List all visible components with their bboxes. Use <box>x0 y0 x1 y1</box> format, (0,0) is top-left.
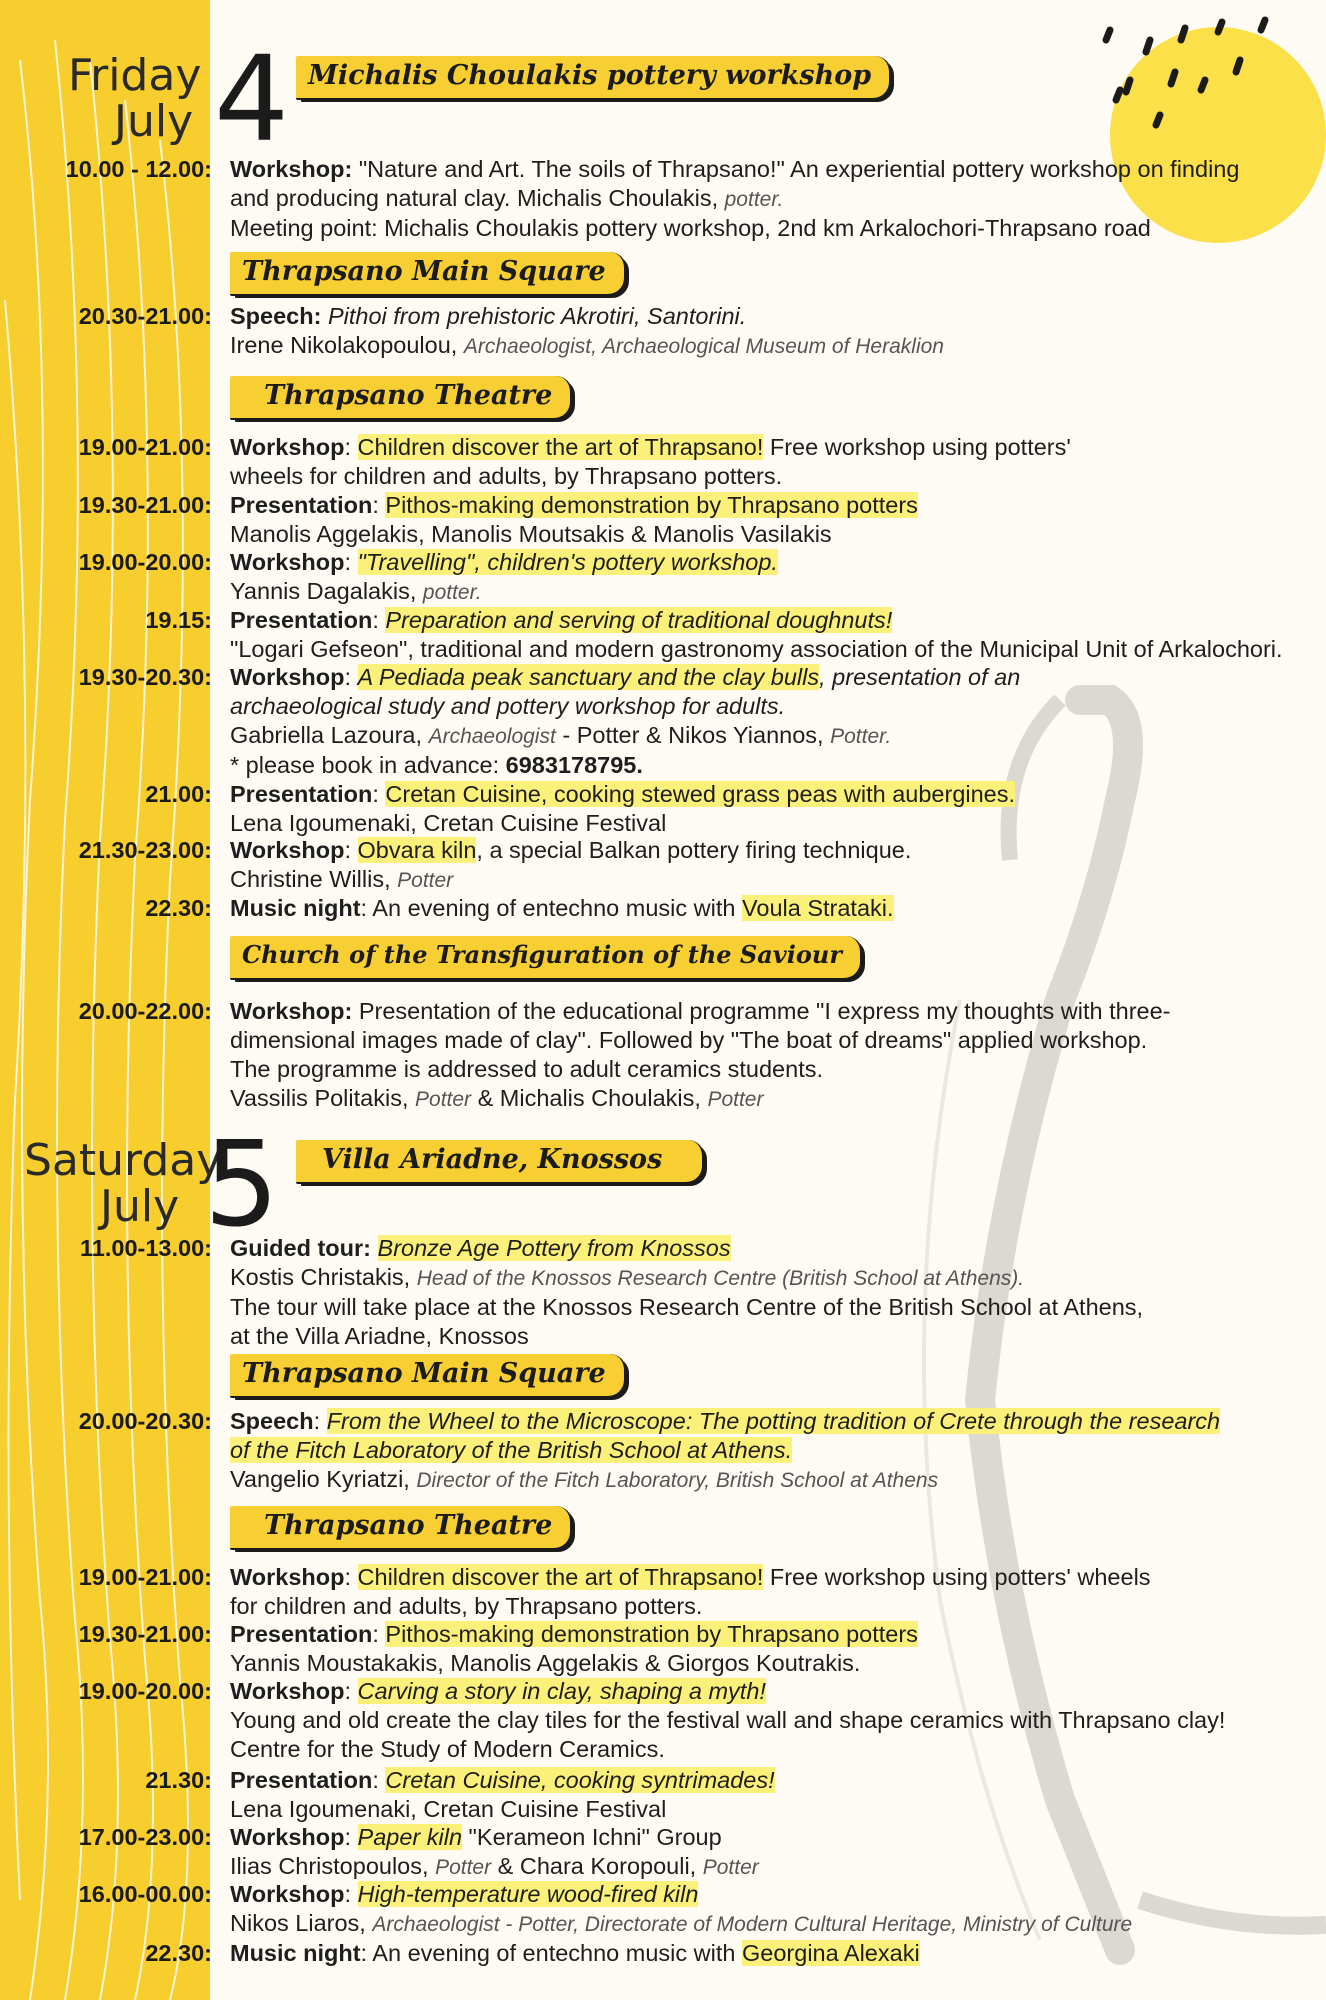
event-type: Presentation <box>230 1767 373 1793</box>
day-weekday: Saturday <box>24 1135 223 1186</box>
event-person: - Potter & Nikos Yiannos, <box>555 722 831 748</box>
event-person: Lena Igoumenaki, Cretan Cuisine Festival <box>230 810 667 836</box>
event-title: Paper kiln <box>357 1824 463 1850</box>
event-person: Christine Willis, <box>230 866 398 892</box>
event-description: "Logari Gefseon", traditional and modern gastronomy association of the Municipal Unit of Arkalochori. <box>230 636 1283 662</box>
event-title: Voula Strataki. <box>742 895 894 921</box>
event-time: 20.30-21.00: <box>78 303 212 329</box>
event-type: Workshop <box>230 664 345 690</box>
event-description: The programme is addressed to adult ceramics students. <box>230 1056 823 1082</box>
event-type: Speech: <box>230 303 322 329</box>
event-description: Young and old create the clay tiles for the festival wall and shape ceramics with Thrapsano clay! <box>230 1707 1226 1733</box>
event-type: Workshop <box>230 1564 345 1590</box>
event-description: : An evening of entechno music with <box>360 895 742 921</box>
event-title: Pithoi from prehistoric Akrotiri, Santorini. <box>327 303 747 329</box>
event-title: Children discover the art of Thrapsano! <box>357 1564 764 1590</box>
event-title: Children discover the art of Thrapsano! <box>357 434 764 460</box>
event-title: Pithos-making demonstration by Thrapsano potters <box>385 1621 918 1647</box>
person-role: Director of the Fitch Laboratory, British School at Athens <box>416 1469 939 1492</box>
event-time: 22.30: <box>145 1940 212 1966</box>
event-time: 19.30-20.30: <box>78 664 212 690</box>
event-description: The tour will take place at the Knossos Research Centre of the British School at Athens, <box>230 1294 1144 1320</box>
event-person: Manolis Aggelakis, Manolis Moutsakis & Manolis Vasilakis <box>230 521 832 547</box>
event-time: 16.00-00.00: <box>78 1881 212 1907</box>
event-person: Nikos Liaros, <box>230 1910 373 1936</box>
event-type: Workshop <box>230 1881 345 1907</box>
event-title: Obvara kiln <box>357 837 477 863</box>
event-time: 19.30-21.00: <box>78 492 212 518</box>
event-description: : An evening of entechno music with <box>360 1940 742 1966</box>
event-time: 21.00: <box>145 781 212 807</box>
event-type: Guided tour: <box>230 1235 371 1261</box>
day-month: July <box>114 96 194 147</box>
venue-label: Thrapsano Theatre <box>230 376 572 420</box>
event-title: Bronze Age Pottery from Knossos <box>377 1235 731 1261</box>
event-person: Vassilis Politakis, <box>230 1085 416 1111</box>
person-role: potter. <box>724 188 784 211</box>
event-type: Presentation <box>230 607 373 633</box>
person-role: Potter <box>702 1856 759 1879</box>
event-description: wheels for children and adults, by Thrapsano potters. <box>230 463 783 489</box>
event-title: High-temperature wood-fired kiln <box>357 1881 699 1907</box>
event-title: of the Fitch Laboratory of the British School at Athens. <box>230 1437 793 1463</box>
event-title: "Travelling", children's pottery workshop. <box>357 549 778 575</box>
day-number: 4 <box>214 30 290 168</box>
event-title: A Pediada peak sanctuary and the clay bulls <box>357 664 820 690</box>
event-person: Yannis Moustakakis, Manolis Aggelakis & Giorgos Koutrakis. <box>230 1650 861 1676</box>
event-person: Yannis Dagalakis, <box>230 578 423 604</box>
event-description: Free workshop using potters' wheels <box>763 1564 1151 1590</box>
event-type: Workshop <box>230 1824 345 1850</box>
event-description: "Nature and Art. The soils of Thrapsano!" An experiential pottery workshop on finding <box>352 156 1240 182</box>
event-description: and producing natural clay. Michalis Choulakis, <box>230 185 725 211</box>
day-weekday: Friday <box>68 50 202 101</box>
venue-label: Villa Ariadne, Knossos <box>296 1140 704 1184</box>
event-title: Cretan Cuisine, cooking stewed grass peas with aubergines. <box>385 781 1016 807</box>
person-role: Archaeologist - Potter, Directorate of Modern Cultural Heritage, Ministry of Culture <box>372 1913 1133 1936</box>
event-time: 19.15: <box>145 607 212 633</box>
event-type: Workshop: <box>230 998 353 1024</box>
event-description: dimensional images made of clay". Followed by "The boat of dreams" applied workshop. <box>230 1027 1148 1053</box>
event-time: 19.00-21.00: <box>78 434 212 460</box>
event-title: From the Wheel to the Microscope: The potting tradition of Crete through the research <box>326 1408 1221 1434</box>
event-time: 19.00-20.00: <box>78 549 212 575</box>
booking-phone: 6983178795. <box>505 752 643 778</box>
day-number: 5 <box>204 1115 280 1253</box>
person-role: Potter <box>397 869 454 892</box>
event-description: for children and adults, by Thrapsano potters. <box>230 1593 703 1619</box>
event-title: Cretan Cuisine, cooking syntrimades! <box>385 1767 775 1793</box>
event-type: Workshop <box>230 1678 345 1704</box>
event-description: archaeological study and pottery workshop for adults. <box>230 693 786 719</box>
event-description: "Kerameon Ichni" Group <box>462 1824 722 1850</box>
event-type: Presentation <box>230 781 373 807</box>
event-type: Presentation <box>230 1621 373 1647</box>
event-type: Speech <box>230 1408 314 1434</box>
person-role: potter. <box>422 581 482 604</box>
event-person: & Chara Koropouli, <box>491 1853 703 1879</box>
event-person: Kostis Christakis, <box>230 1264 417 1290</box>
event-person: Gabriella Lazoura, <box>230 722 429 748</box>
event-location: at the Villa Ariadne, Knossos <box>230 1323 529 1349</box>
event-time: 22.30: <box>145 895 212 921</box>
event-type: Music night <box>230 1940 361 1966</box>
event-description: , presentation of an <box>819 664 1021 690</box>
event-title: Preparation and serving of traditional doughnuts! <box>385 607 893 633</box>
day-month: July <box>100 1181 180 1232</box>
event-time: 19.00-21.00: <box>78 1564 212 1590</box>
event-time: 19.00-20.00: <box>78 1678 212 1704</box>
venue-label: Thrapsano Theatre <box>230 1506 572 1550</box>
event-person: Lena Igoumenaki, Cretan Cuisine Festival <box>230 1796 667 1822</box>
venue-label: Michalis Choulakis pottery workshop <box>296 56 891 100</box>
event-person: Vangelio Kyriatzi, <box>230 1466 417 1492</box>
event-location: Meeting point: Michalis Choulakis pottery workshop, 2nd km Arkalochori-Thrapsano road <box>230 215 1151 241</box>
event-description: , a special Balkan pottery firing technique. <box>476 837 912 863</box>
event-time: 17.00-23.00: <box>78 1824 212 1850</box>
venue-label: Church of the Transfiguration of the Saviour <box>230 936 862 980</box>
event-time: 20.00-22.00: <box>78 998 212 1024</box>
event-person: Irene Nikolakopoulou, <box>230 332 464 358</box>
event-type: Presentation <box>230 492 373 518</box>
person-role: Potter <box>707 1088 764 1111</box>
event-type: Workshop <box>230 434 345 460</box>
venue-label: Thrapsano Main Square <box>230 252 626 296</box>
event-person: Ilias Christopoulos, <box>230 1853 436 1879</box>
event-time: 19.30-21.00: <box>78 1621 212 1647</box>
event-description: Presentation of the educational programme "I express my thoughts with three- <box>352 998 1171 1024</box>
event-title: Carving a story in clay, shaping a myth! <box>357 1678 766 1704</box>
person-role: Archaeologist, Archaeological Museum of Heraklion <box>463 335 944 358</box>
event-time: 20.00-20.30: <box>78 1408 212 1434</box>
person-role: Potter. <box>830 725 892 748</box>
booking-note: * please book in advance: <box>230 752 506 778</box>
event-time: 10.00 - 12.00: <box>65 156 212 182</box>
event-description: Free workshop using potters' <box>763 434 1071 460</box>
event-time: 21.30: <box>145 1767 212 1793</box>
event-time: 21.30-23.00: <box>78 837 212 863</box>
person-role: Potter <box>415 1088 472 1111</box>
event-type: Workshop <box>230 549 345 575</box>
event-time: 11.00-13.00: <box>80 1235 212 1261</box>
event-title: Georgina Alexaki <box>742 1940 920 1966</box>
event-person: & Michalis Choulakis, <box>471 1085 708 1111</box>
person-role: Archaeologist <box>428 725 556 748</box>
venue-label: Thrapsano Main Square <box>230 1354 626 1398</box>
person-role: Potter <box>435 1856 492 1879</box>
person-role: Head of the Knossos Research Centre (British School at Athens). <box>416 1267 1025 1290</box>
event-type: Workshop: <box>230 156 353 182</box>
event-type: Music night <box>230 895 361 921</box>
event-organizer: Centre for the Study of Modern Ceramics. <box>230 1736 665 1762</box>
event-type: Workshop <box>230 837 345 863</box>
event-title: Pithos-making demonstration by Thrapsano potters <box>385 492 918 518</box>
